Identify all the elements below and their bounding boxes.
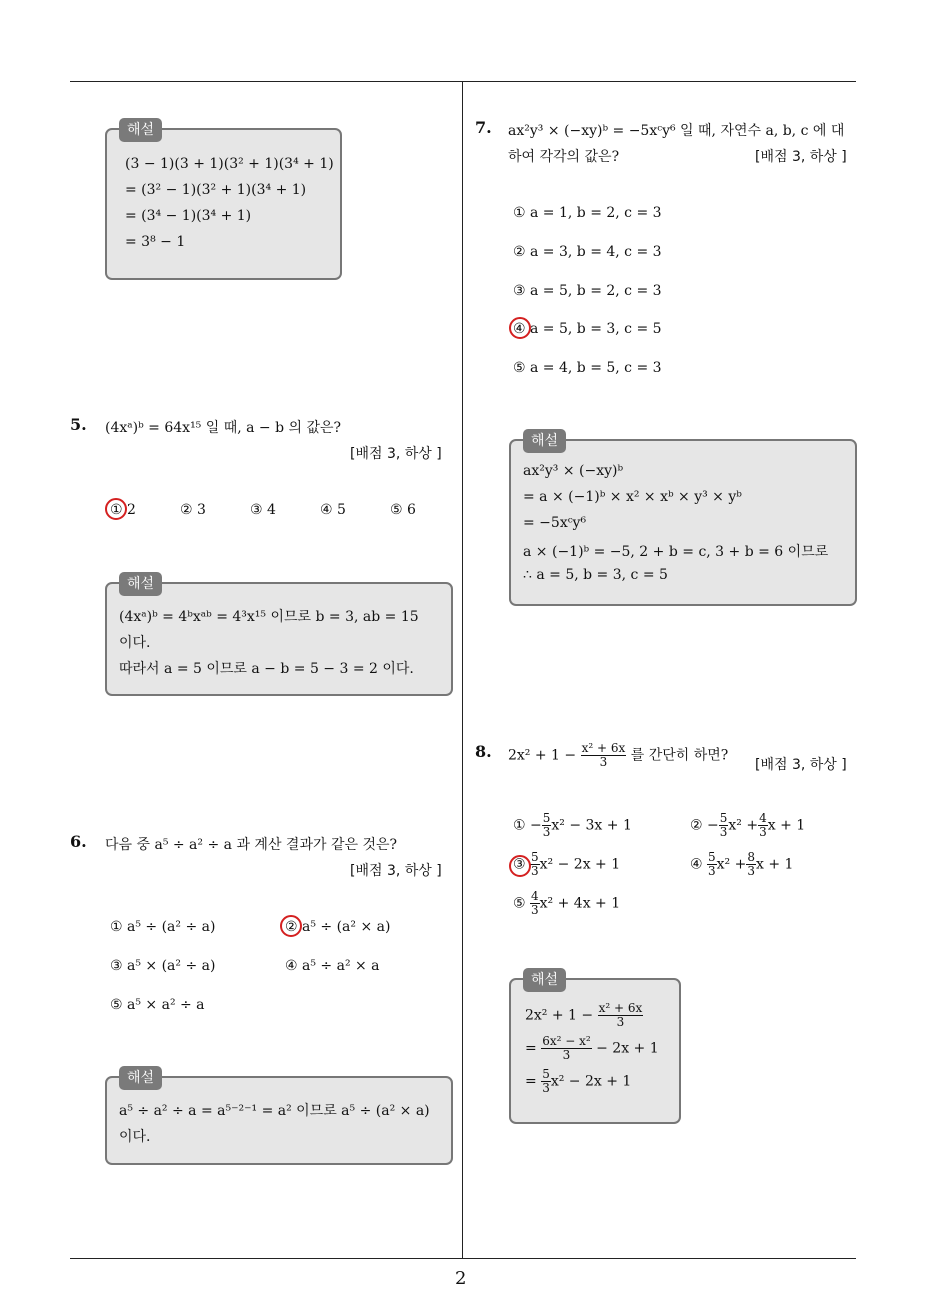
denominator: 3 (542, 825, 551, 839)
solution-line: = (3² − 1)(3² + 1)(3⁴ + 1) (125, 182, 307, 198)
solution-tag: 해설 (119, 118, 162, 142)
fraction (542, 812, 552, 839)
answer-mark (280, 915, 302, 937)
question-number: 5. (70, 415, 87, 434)
answer-mark (509, 855, 531, 877)
solution-box-7 (509, 433, 857, 606)
choice-number: ③ (513, 856, 526, 873)
choice-number: ④ (690, 856, 703, 873)
question-score: [배점 3, 하상 ] (350, 863, 442, 879)
choice-1[interactable]: ① a⁵ ÷ (a² ÷ a) (110, 919, 216, 935)
question-text: ax²y³ × (−xy)ᵇ = −5xᶜy⁶ 일 때, 자연수 a, b, c 에 대 (508, 123, 845, 139)
choice-4[interactable]: ④ 5 (320, 502, 346, 518)
solution-line: = 3⁸ − 1 (125, 234, 186, 250)
denominator: 3 (747, 864, 755, 878)
denominator: 3 (708, 864, 716, 878)
solution-tag: 해설 (119, 572, 162, 596)
denominator: 3 (542, 1081, 550, 1095)
solution-line: (4xᵃ)ᵇ = 4ᵇxᵃᵇ = 4³x¹⁵ 이므로 b = 3, ab = 15 (119, 609, 419, 625)
numerator: 4 (531, 889, 539, 903)
question-lead: 2x² + 1 − (508, 747, 577, 764)
page-number: 2 (455, 1268, 467, 1289)
choice-4[interactable] (690, 851, 793, 878)
solution-box-4 (105, 122, 342, 280)
solution-line: ∴ a = 5, b = 3, c = 5 (523, 567, 668, 583)
solution-line: 따라서 a = 5 이므로 a − b = 5 − 3 = 2 이다. (119, 661, 414, 677)
question-text (508, 742, 728, 769)
question-score: [배점 3, 하상 ] (755, 149, 847, 165)
choice-1[interactable] (513, 812, 632, 839)
fraction (541, 1068, 551, 1095)
term: 2x² + 1 − (525, 1007, 594, 1024)
choice-4[interactable]: ④ a⁵ ÷ a² × a (285, 958, 380, 974)
numerator: x² + 6x (598, 1001, 643, 1015)
fraction (758, 812, 768, 839)
solution-tag: 해설 (119, 1066, 162, 1090)
denominator: 3 (531, 903, 539, 917)
numerator: 6x² − x² (542, 1034, 591, 1048)
numerator: 5 (719, 811, 728, 825)
solution-box-6 (105, 1070, 453, 1165)
solution-line: = a × (−1)ᵇ × x² × xᵇ × y³ × yᵇ (523, 489, 742, 505)
top-rule (70, 81, 856, 82)
numerator: 5 (542, 1067, 550, 1081)
question-text: (4xᵃ)ᵇ = 64x¹⁵ 일 때, a − b 의 값은? (105, 420, 342, 436)
fraction (541, 1035, 591, 1062)
solution-line (525, 1068, 631, 1095)
term: x² + (728, 817, 759, 834)
choice-5[interactable]: ⑤ 6 (390, 502, 416, 518)
column-divider (462, 82, 463, 1259)
denominator: 3 (562, 1048, 571, 1062)
numerator: 4 (759, 811, 767, 825)
solution-line (525, 1035, 659, 1062)
sign: − (707, 817, 719, 834)
choice-1[interactable]: ① a = 1, b = 2, c = 3 (513, 205, 662, 221)
denominator: 3 (599, 755, 608, 769)
solution-line: (3 − 1)(3 + 1)(3² + 1)(3⁴ + 1) (125, 156, 334, 172)
solution-line: a⁵ ÷ a² ÷ a = a⁵⁻²⁻¹ = a² 이므로 a⁵ ÷ (a² × a) (119, 1103, 430, 1119)
term: − 2x + 1 (596, 1040, 659, 1057)
fraction (707, 851, 717, 878)
solution-tag: 해설 (523, 429, 566, 453)
term: x² − 2x + 1 (550, 1073, 632, 1090)
solution-line: 이다. (119, 1129, 151, 1145)
question-score: [배점 3, 하상 ] (350, 446, 442, 462)
numerator: 5 (708, 850, 716, 864)
fraction (719, 812, 729, 839)
solution-tag: 해설 (523, 968, 566, 992)
question-tail: 를 간단히 하면? (630, 747, 729, 764)
choice-2[interactable]: ② a = 3, b = 4, c = 3 (513, 244, 662, 260)
term: x² + 4x + 1 (539, 895, 621, 912)
term: x + 1 (756, 856, 794, 873)
numerator: 5 (531, 850, 539, 864)
solution-line: a × (−1)ᵇ = −5, 2 + b = c, 3 + b = 6 이므로 (523, 544, 829, 560)
solution-line: ax²y³ × (−xy)ᵇ (523, 463, 624, 479)
choice-5[interactable] (513, 890, 620, 917)
choice-2[interactable]: ② a⁵ ÷ (a² × a) (285, 919, 391, 935)
numerator: x² + 6x (581, 741, 626, 755)
question-text: 다음 중 a⁵ ÷ a² ÷ a 과 계산 결과가 같은 것은? (105, 837, 397, 853)
choice-3[interactable]: ③ a = 5, b = 2, c = 3 (513, 283, 662, 299)
term: x² − 3x + 1 (551, 817, 632, 834)
solution-line: 이다. (119, 635, 151, 651)
choice-2[interactable]: ② 3 (180, 502, 206, 518)
choice-number: ① (513, 817, 526, 834)
question-score: [배점 3, 하상 ] (755, 757, 847, 773)
question-number: 6. (70, 832, 87, 851)
choice-number: ② (690, 817, 703, 834)
question-number: 8. (475, 742, 492, 761)
denominator: 3 (759, 825, 767, 839)
solution-line: = (3⁴ − 1)(3⁴ + 1) (125, 208, 252, 224)
denominator: 3 (719, 825, 728, 839)
term: x + 1 (767, 817, 806, 834)
numerator: 8 (747, 850, 755, 864)
choice-3[interactable]: ③ a⁵ × (a² ÷ a) (110, 958, 216, 974)
fraction (530, 890, 540, 917)
solution-box-5 (105, 576, 453, 696)
fraction (598, 1002, 644, 1029)
denominator: 3 (616, 1015, 625, 1029)
numerator: 5 (542, 811, 551, 825)
choice-number: ⑤ (513, 895, 526, 912)
question-text: 하여 각각의 값은? (508, 149, 620, 165)
choice-2[interactable] (690, 812, 805, 839)
term: = (525, 1073, 537, 1090)
answer-mark (105, 498, 127, 520)
choice-3[interactable]: ③ 4 (250, 502, 276, 518)
denominator: 3 (531, 864, 539, 878)
fraction (530, 851, 540, 878)
question-number: 7. (475, 118, 492, 137)
bottom-rule (70, 1258, 856, 1259)
solution-line (525, 1002, 643, 1029)
term: x² + (716, 856, 747, 873)
term: x² − 2x + 1 (539, 856, 621, 873)
choice-5[interactable]: ⑤ a⁵ × a² ÷ a (110, 997, 205, 1013)
choice-5[interactable]: ⑤ a = 4, b = 5, c = 3 (513, 360, 662, 376)
choice-1[interactable]: ① 2 (110, 502, 136, 518)
choice-4[interactable]: ④ a = 5, b = 3, c = 5 (513, 321, 662, 337)
fraction (581, 742, 627, 769)
term: = (525, 1040, 537, 1057)
solution-box-8 (509, 972, 681, 1124)
fraction (746, 851, 756, 878)
answer-mark (509, 317, 531, 339)
sign: − (530, 817, 542, 834)
solution-line: = −5xᶜy⁶ (523, 515, 587, 531)
